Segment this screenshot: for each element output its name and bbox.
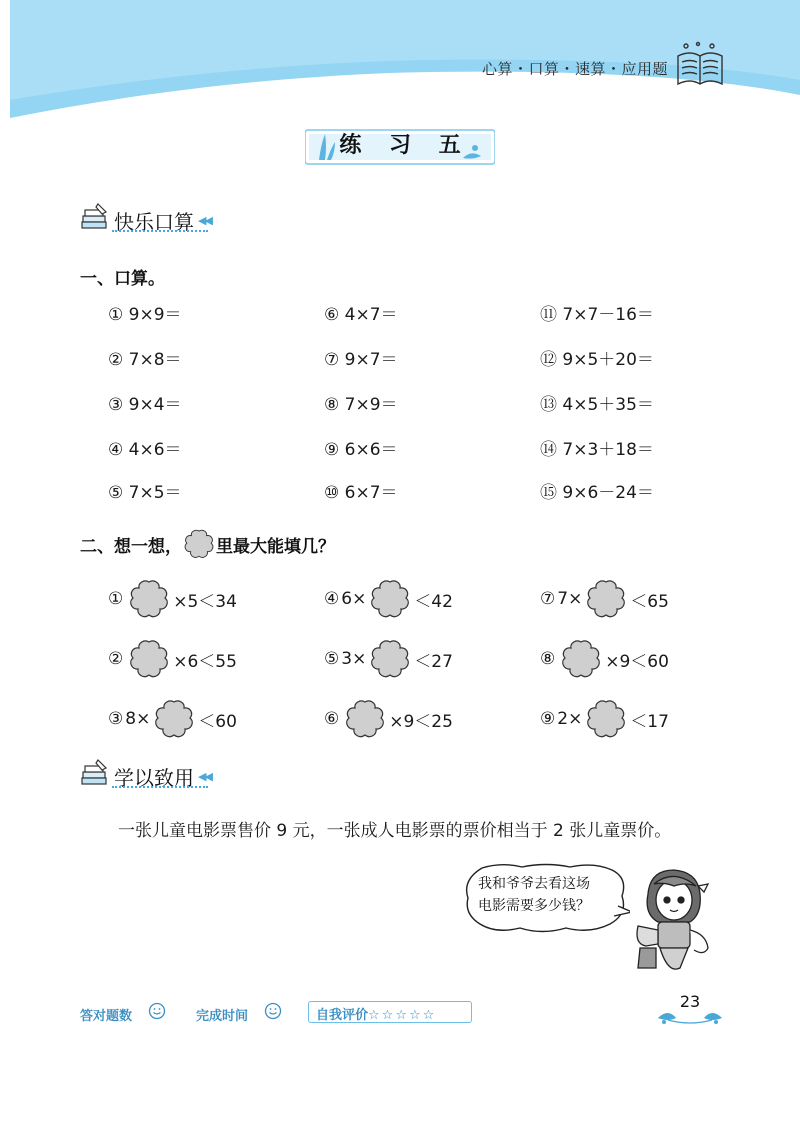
- calc-problem-8: ⑧ 7×9＝: [324, 395, 398, 415]
- calc-problem-7: ⑦ 9×7＝: [324, 350, 398, 370]
- cloud-blank-icon: [182, 528, 216, 560]
- section-header-happy-mental-math: 快乐口算: [114, 210, 194, 234]
- calc-problem-6: ⑥ 4×7＝: [324, 305, 398, 325]
- calc-problem-4: ④ 4×6＝: [108, 440, 182, 460]
- fill-problem-7: ⑦ 7× ＜65: [540, 578, 669, 620]
- books-icon: [80, 758, 110, 786]
- fill-problem-6: ⑥ ×9＜25: [324, 698, 453, 740]
- page-number: 23: [679, 992, 701, 1011]
- cloud-blank-icon[interactable]: [584, 698, 628, 740]
- cloud-blank-icon[interactable]: [343, 698, 387, 740]
- section-header-apply-learning: 学以致用: [114, 766, 194, 790]
- question-2-title-after: 里最大能填几？: [216, 536, 335, 557]
- section-underline: [112, 786, 208, 788]
- cloud-blank-icon[interactable]: [368, 638, 412, 680]
- speech-line-1: 我和爷爷去看这场: [478, 876, 590, 892]
- item-number: ⑤: [324, 649, 340, 669]
- speech-line-2: 电影需要多少钱？: [478, 898, 590, 914]
- fill-problem-5: ⑤ 3× ＜27: [324, 638, 453, 680]
- calc-problem-1: ① 9×9＝: [108, 305, 182, 325]
- smiley-icon: [264, 1002, 282, 1020]
- calc-problem-13: ⑬ 4×5＋35＝: [540, 395, 654, 415]
- open-book-icon: [672, 40, 728, 90]
- calc-problem-11: ⑪ 7×7－16＝: [540, 305, 654, 325]
- header-categories: 心算・口算・速算・应用题: [482, 60, 669, 78]
- fill-problem-8: ⑧ ×9＜60: [540, 638, 669, 680]
- girl-illustration-icon: [628, 864, 718, 976]
- calc-problem-5: ⑤ 7×5＝: [108, 483, 182, 503]
- item-number: ⑦: [540, 589, 556, 609]
- item-number: ⑧: [540, 649, 556, 669]
- calc-problem-2: ② 7×8＝: [108, 350, 182, 370]
- correct-count-label: 答对题数: [80, 1009, 133, 1024]
- fill-problem-2: ② ×6＜55: [108, 638, 237, 680]
- calc-problem-14: ⑭ 7×3＋18＝: [540, 440, 654, 460]
- arrow-decoration-icon: ◀◀: [198, 214, 211, 227]
- question-1-title: 一、口算。: [80, 269, 165, 289]
- item-number: ⑨: [540, 709, 556, 729]
- item-number: ③: [108, 709, 124, 729]
- item-number: ②: [108, 649, 124, 669]
- question-2-title: [80, 528, 335, 560]
- cloud-blank-icon[interactable]: [127, 578, 171, 620]
- application-problem-text: 一张儿童电影票售价 9 元，一张成人电影票的票价相当于 2 张儿童票价。: [118, 821, 672, 841]
- section-underline: [112, 230, 208, 232]
- fill-problem-3: ③ 8× ＜60: [108, 698, 237, 740]
- cloud-blank-icon[interactable]: [127, 638, 171, 680]
- page-title: 练 习 五: [339, 133, 471, 158]
- books-icon: [80, 202, 110, 230]
- fill-problem-1: ① ×5＜34: [108, 578, 237, 620]
- self-evaluation-label: 自我评价: [316, 1008, 369, 1023]
- arrow-decoration-icon: ◀◀: [198, 770, 211, 783]
- item-number: ④: [324, 589, 340, 609]
- fill-problem-9: ⑨ 2× ＜17: [540, 698, 669, 740]
- rating-stars[interactable]: ☆☆☆☆☆: [368, 1008, 437, 1023]
- cloud-blank-icon[interactable]: [584, 578, 628, 620]
- calc-problem-15: ⑮ 9×6－24＝: [540, 483, 654, 503]
- item-number: ⑥: [324, 709, 340, 729]
- speech-text: [478, 873, 618, 917]
- calc-problem-12: ⑫ 9×5＋20＝: [540, 350, 654, 370]
- completion-time-label: 完成时间: [196, 1009, 249, 1024]
- cloud-blank-icon[interactable]: [368, 578, 412, 620]
- calc-problem-9: ⑨ 6×6＝: [324, 440, 398, 460]
- calc-problem-3: ③ 9×4＝: [108, 395, 182, 415]
- smiley-icon: [148, 1002, 166, 1020]
- cloud-blank-icon[interactable]: [559, 638, 603, 680]
- fill-problem-4: ④ 6× ＜42: [324, 578, 453, 620]
- calc-problem-10: ⑩ 6×7＝: [324, 483, 398, 503]
- item-number: ①: [108, 589, 124, 609]
- self-evaluation: [316, 1004, 436, 1023]
- cloud-blank-icon[interactable]: [152, 698, 196, 740]
- question-2-title-before: 二、想一想，: [80, 536, 182, 557]
